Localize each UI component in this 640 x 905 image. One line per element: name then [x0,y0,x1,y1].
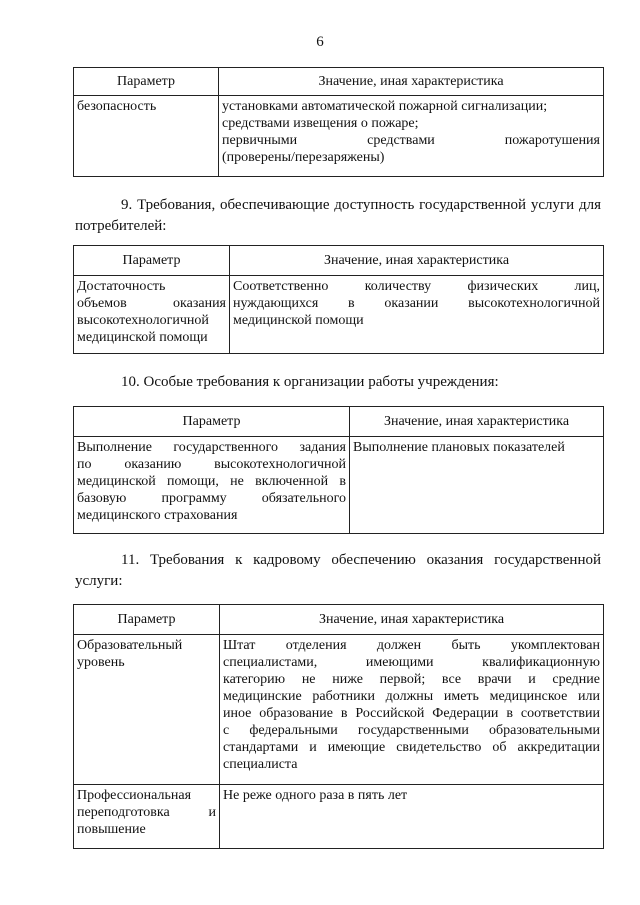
value-cell [230,276,604,354]
parameter-line: высокотехнологичной [77,313,209,328]
value-line: медицинской помощи [233,313,364,328]
accessibility-table [73,245,604,354]
value-line: специалистами, имеющими квалификационную [223,655,600,670]
value-line: медицинские работники должны иметь медицинское или [223,689,600,704]
safety-table [73,67,604,177]
column-header-value: Значение, иная характеристика [219,68,604,96]
value-line: стандартами и имеющие свидетельство об аккредитации [223,740,600,755]
value-line: категорию не ниже первой; все врачи и средние [223,672,600,687]
column-header-parameter: Параметр [74,605,220,635]
value-line: средствами извещения о пожаре; [222,116,419,131]
section-heading-line: 10. Особые требования к организации работы учреждения: [121,374,499,390]
value-line: (проверены/перезаряжены) [222,150,385,165]
parameter-line: медицинской помощи, не включенной в [77,474,346,489]
value-cell: Не реже одного раза в пять лет [220,785,604,849]
parameter-line: переподготовка и [77,805,216,820]
parameter-line: Образовательный [77,638,183,653]
parameter-line: Выполнение государственного задания [77,440,346,455]
parameter-line: повышение [77,822,146,837]
value-line: установками автоматической пожарной сигнализации; [222,99,548,114]
parameter-line: медицинского страхования [77,508,238,523]
parameter-cell: безопасность [74,96,219,177]
value-line: Штат отделения должен быть укомплектован [223,638,600,653]
value-line: Соответственно количеству физических лиц, [233,279,600,294]
value-cell [219,96,604,177]
parameter-cell [74,785,220,849]
parameter-cell [74,437,350,534]
parameter-cell [74,276,230,354]
column-header-parameter: Параметр [74,68,219,96]
page-number: 6 [316,34,324,50]
value-line: нуждающихся в оказании высокотехнологичной [233,296,600,311]
parameter-line: Достаточность [77,279,166,294]
column-header-parameter: Параметр [74,407,350,437]
section-heading-line: 9. Требования, обеспечивающие доступность государственной услуги для [121,197,601,213]
column-header-value: Значение, иная характеристика [350,407,604,437]
parameter-line: по оказанию высокотехнологичной [77,457,346,472]
special-requirements-table [73,406,604,534]
staffing-table [73,604,604,849]
value-line: специалиста [223,757,298,772]
section-10-heading [75,372,601,393]
parameter-line: Профессиональная [77,788,192,803]
parameter-line: базовую программу обязательного [77,491,346,506]
value-line: иное образование в Российской Федерации в соответствии [223,706,600,721]
section-heading-line: 11. Требования к кадровому обеспечению оказания государственной [121,552,601,568]
parameter-cell [74,635,220,785]
value-line: первичными средствами пожаротушения [222,133,600,148]
value-cell: Выполнение плановых показателей [350,437,604,534]
parameter-line: медицинской помощи [77,330,208,345]
section-heading-line: потребителей: [75,218,167,234]
section-11-heading [75,550,601,592]
value-cell [220,635,604,785]
column-header-value: Значение, иная характеристика [230,246,604,276]
column-header-parameter: Параметр [74,246,230,276]
section-heading-line: услуги: [75,573,123,589]
parameter-line: уровень [77,655,125,670]
column-header-value: Значение, иная характеристика [220,605,604,635]
parameter-line: объемов оказания [77,296,226,311]
value-line: с федеральными государственными образовательными [223,723,600,738]
section-9-heading [75,195,601,237]
